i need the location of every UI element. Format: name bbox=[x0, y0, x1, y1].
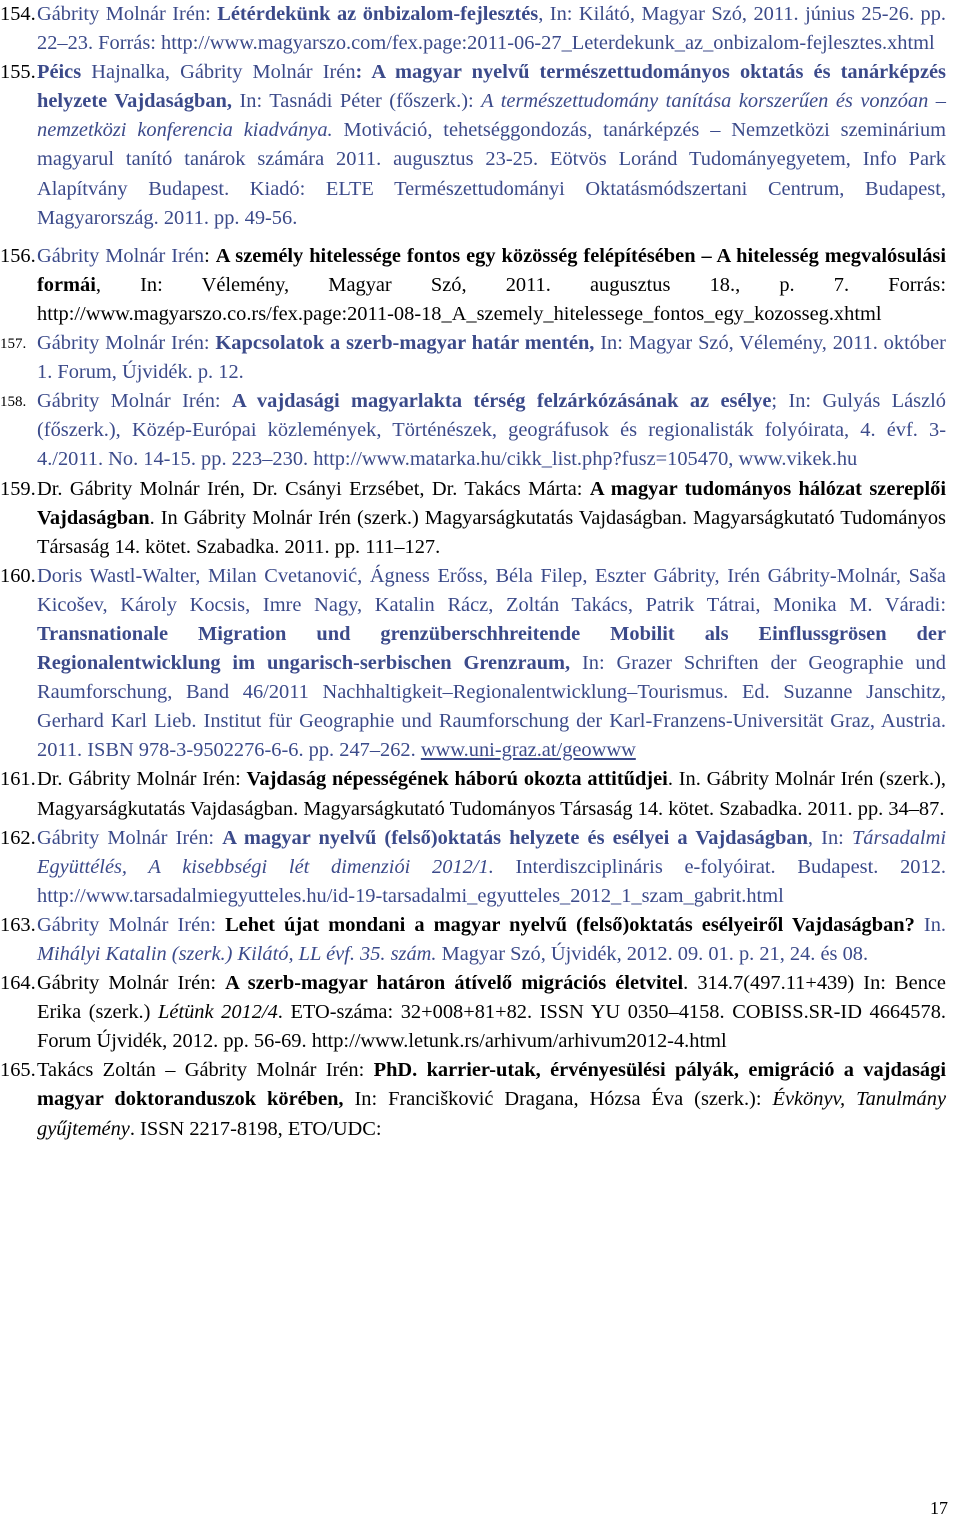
entry-text: In: Francišković Dragana, Hózsa Éva (szerk.): bbox=[343, 1088, 773, 1111]
entry-number: 159. bbox=[0, 477, 36, 500]
bibliography-entry bbox=[0, 911, 960, 969]
entry-title: Kapcsolatok a szerb-magyar határ mentén, bbox=[215, 332, 595, 355]
entry-number: 160. bbox=[0, 564, 36, 587]
entry-text: Gábrity Molnár Irén: bbox=[37, 826, 223, 849]
entry-text: In: Tasnádi Péter (főszerk.): bbox=[232, 90, 482, 113]
entry-text: , In: bbox=[807, 826, 852, 849]
entry-title: A magyar nyelvű (felső)oktatás helyzete és esélyei a Vajdaságban bbox=[222, 826, 808, 849]
entry-text: Gábrity Molnár Irén: bbox=[37, 3, 218, 25]
bibliography-entry bbox=[0, 969, 960, 1056]
bibliography-entry bbox=[0, 0, 960, 58]
entry-title: Létérdekünk az önbizalom-fejlesztés bbox=[217, 3, 539, 25]
entry-number: 161. bbox=[0, 768, 36, 791]
entry-title: A magyar tudományos hálózat szereplői Vajdaságban bbox=[37, 477, 946, 529]
entry-number: 158. bbox=[0, 394, 27, 411]
bibliography-entry bbox=[0, 387, 960, 474]
entry-number: 156. bbox=[0, 244, 36, 267]
entry-text: Gábrity Molnár Irén: bbox=[37, 972, 226, 995]
entry-text: Gábrity Molnár Irén: bbox=[37, 913, 226, 936]
page-number: 17 bbox=[930, 1498, 948, 1518]
entry-text: , In: Kilátó, Magyar Szó, 2011. június 25-26. pp. 22–23. Forrás: http://www.magyarszo.com/fex.page:2011-06-27_Leterdekunk_az_onbizalom-fejlesztes.xhtml bbox=[37, 3, 947, 55]
entry-text: . In. Gábrity Molnár Irén (szerk.), Magyarságkutatás Vajdaságban. Magyarságkutató Tudományos Társaság 14. kötet. Szabadka. 2011. pp. 34–87. bbox=[37, 768, 947, 820]
bibliography-entry bbox=[0, 562, 960, 766]
entry-number: 164. bbox=[0, 972, 36, 995]
entry-title: A személy hitelessége fontos egy közösség felépítésében – A hitelesség megvalósulási formái bbox=[37, 244, 946, 296]
entry-title: A vajdasági magyarlakta térség felzárkózásának az esélye bbox=[231, 390, 772, 413]
entry-text: . 314.7(497.11+439) In: Bence Erika (szerk.) bbox=[37, 972, 946, 1024]
entry-title: Lehet újat mondani a magyar nyelvű (felső)oktatás esélyeiről Vajdaságban? bbox=[225, 913, 915, 936]
entry-text: Gábrity Molnár Irén: bbox=[37, 332, 216, 355]
entry-text: Mihályi Katalin (szerk.) Kilátó, LL évf. 35. szám. bbox=[37, 943, 437, 965]
bibliography-entry bbox=[0, 824, 960, 911]
entry-text: In. bbox=[914, 913, 946, 936]
bibliography-entry bbox=[0, 475, 960, 562]
entry-text: Évkönyv, Tanulmány gyűjtemény bbox=[37, 1088, 946, 1140]
entry-text: A természettudomány tanítása korszerűen és vonzóan – nemzetközi konferencia kiadványa. bbox=[37, 90, 946, 142]
bibliography-entry bbox=[0, 765, 960, 823]
entry-title: Vajdaság népességének háború okozta attitűdjei bbox=[246, 768, 668, 791]
entry-text: Péics bbox=[37, 61, 92, 84]
entry-text: ; In: Gulyás László (főszerk.), Közép-Európai közlemények, Történészek, geográfusok és regionalisták folyóirata, 4. évf. 3-4./2011. No. 14-15. pp. 223–230. http://www.matarka.hu/cikk_list.php?fusz=105470, www.vikek.hu bbox=[37, 390, 946, 471]
entry-text: Interdiszciplináris e-folyóirat. Budapest. 2012. http://www.tarsadalmiegyutteles.hu/id-19-tarsadalmi_egyutteles_2012_1_szam_gabrit.html bbox=[37, 855, 946, 907]
entry-text: Motiváció, tehetséggondozás, tanárképzés – Nemzetközi szeminárium magyarul tanító tanárok számára 2011. augusztus 23-25. Eötvös Loránd Tudományegyetem, Info Park Alapítvány Budapest. Kiadó: ELTE Természettudományi Oktatásmódszertani Centrum, Budapest, Magyarország. 2011. pp. 49-56. bbox=[37, 119, 946, 229]
entry-text: : bbox=[204, 244, 216, 267]
entry-text: Takács Zoltán – Gábrity Molnár Irén: bbox=[37, 1059, 374, 1082]
entry-text: Létünk 2012/4 bbox=[158, 1001, 278, 1024]
entry-title: Transnationale Migration und grenzüberschhreitende Mobilit als Einflussgrösen der Regionalentwicklung im ungarisch-serbischen Grenzraum, bbox=[37, 622, 946, 675]
entry-text: Dr. Gábrity Molnár Irén, Dr. Csányi Erzsébet, Dr. Takács Márta: bbox=[37, 477, 590, 500]
entry-number: 154. bbox=[0, 3, 36, 25]
bibliography-entry bbox=[0, 242, 960, 329]
entry-title: A szerb-magyar határon átívelő migrációs életvitel bbox=[225, 972, 684, 995]
entry-text: Magyar Szó, Újvidék, 2012. 09. 01. p. 21, 24. és 08. bbox=[436, 943, 869, 965]
entry-number: 155. bbox=[0, 61, 36, 84]
entry-number: 162. bbox=[0, 826, 36, 849]
entry-text: Gábrity Molnár Irén bbox=[37, 244, 205, 267]
entry-number: 157. bbox=[0, 336, 27, 353]
entry-number: 163. bbox=[0, 913, 36, 936]
entry-text: In: Magyar Szó, Vélemény, 2011. október 1. Forum, Újvidék. p. 12. bbox=[37, 332, 946, 384]
bibliography-entry bbox=[0, 329, 960, 387]
bibliography-entry bbox=[0, 58, 960, 233]
entry-text: Gábrity Molnár Irén: bbox=[37, 390, 232, 413]
entry-text: Dr. Gábrity Molnár Irén: bbox=[37, 768, 247, 791]
entry-text: Doris Wastl-Walter, Milan Cvetanović, Ágness Erőss, Béla Filep, Eszter Gábrity, Irén Gábrity-Molnár, Saša Kicošev, Károly Kocsis, Imre Nagy, Katalin Rácz, Zoltán Takács, Patrik Tátrai, Monika M. Váradi: bbox=[37, 564, 946, 616]
entry-text: . ISSN 2217-8198, ETO/UDC: bbox=[129, 1117, 382, 1140]
bibliography-entry bbox=[0, 1056, 960, 1143]
entry-text: . In Gábrity Molnár Irén (szerk.) Magyarságkutatás Vajdaságban. Magyarságkutató Tudományos Társaság 14. kötet. Szabadka. 2011. pp. 111–127. bbox=[37, 506, 946, 558]
entry-title: : A magyar nyelvű természettudományos oktatás és tanárképzés helyzete Vajdaságban, bbox=[37, 61, 946, 113]
entry-text: Társadalmi Együttélés, A kisebbségi lét dimenziói 2012/1. bbox=[37, 826, 946, 878]
entry-text: Hajnalka, Gábrity Molnár Irén bbox=[91, 61, 356, 84]
entry-text: . ETO-száma: 32+008+81+82. ISSN YU 0350–4158. COBISS.SR-ID 4664578. Forum Újvidék, 2012. pp. 56-69. http://www.letunk.rs/arhivum/arhivum2012-4.html bbox=[37, 1001, 946, 1053]
entry-link[interactable]: www.uni-graz.at/geowww bbox=[420, 739, 636, 762]
entry-number: 165. bbox=[0, 1059, 36, 1082]
entry-text: In: Grazer Schriften der Geographie und Raumforschung, Band 46/2011 Nachhaltigkeit–Regionalentwicklung–Tourismus. Ed. Suzanne Janschitz, Gerhard Karl Lieb. Institut für Geographie und Raumforschung der Karl-Franzens-Universität Graz, Austria. 2011. ISBN 978-3-9502276-6-6. pp. 247–262. bbox=[37, 652, 946, 762]
entry-text: , In: Vélemény, Magyar Szó, 2011. augusztus 18., p. 7. Forrás: http://www.magyarszo.co.rs/fex.page:2011-08-18_A_szemely_hitelessege_fontos_egy_kozosseg.xhtml bbox=[37, 273, 946, 325]
entry-title: PhD. karrier-utak, érvényesülési pályák, emigráció a vajdasági magyar doktoranduszok körében, bbox=[37, 1059, 946, 1111]
